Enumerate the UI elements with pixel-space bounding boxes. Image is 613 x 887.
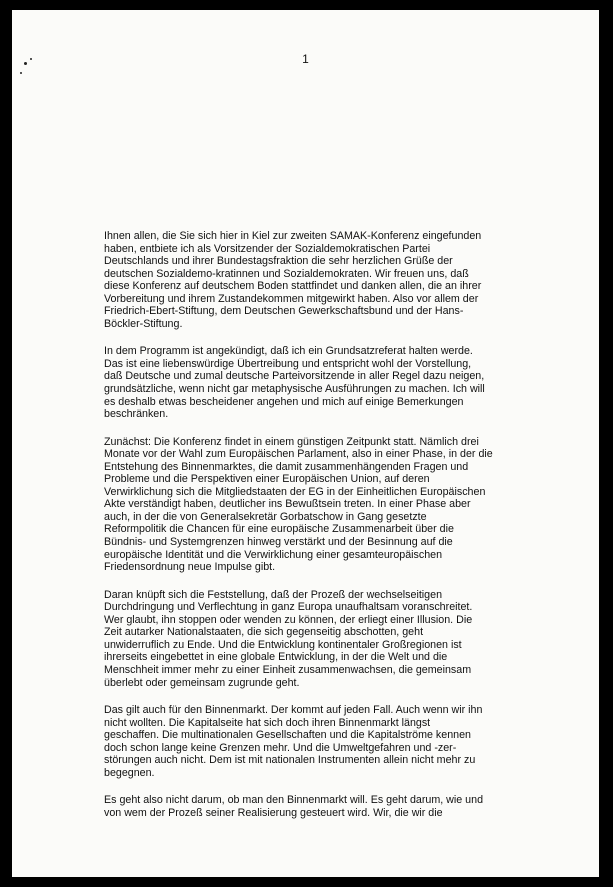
text-line: Menschheit immer mehr zu einer Einheit zusammenwachsen, die gemeinsam [104, 663, 472, 676]
text-line: deutschen Sozialdemo-kratinnen und Sozialdemokraten. Wir freuen uns, daß [104, 267, 469, 280]
text-line: Es geht also nicht darum, ob man den Binnenmarkt will. Es geht darum, wie und [104, 794, 484, 807]
text-line: begegnen. [104, 766, 155, 779]
text-line: europäische Identität und die Verwirklichung einer gesamteuropäischen [104, 548, 443, 561]
text-line: Vorbereitung und ihrem Zustandekommen mitgewirkt haben. Also vor allem der [104, 292, 479, 305]
paragraph [104, 436, 550, 574]
document-page [12, 10, 599, 877]
text-line: Bündnis- und Systemgrenzen hinweg verstärkt und der Besinnung auf die [104, 536, 453, 549]
text-line: Das gilt auch für den Binnenmarkt. Der kommt auf jeden Fall. Auch wenn wir ihn [104, 704, 483, 717]
text-line: Ihnen allen, die Sie sich hier in Kiel zur zweiten SAMAK-Konferenz eingefunden [104, 230, 482, 242]
text-line: diese Konferenz auf deutschem Boden stattfindet und danken allen, die an ihrer [104, 280, 482, 293]
page-number: 1 [302, 52, 309, 66]
text-line: Monate vor der Wahl zum Europäischen Parlament, also in einer Phase, in der die [104, 448, 493, 461]
text-line: geschaffen. Die multinationalen Gesellschaften und die Kapitalströme kennen [104, 729, 471, 742]
text-line: Deutschlands und ihrer Bundestagsfraktion die sehr herzlichen Grüße der [104, 255, 453, 268]
text-line: In dem Programm ist angekündigt, daß ich ein Grundsatzreferat halten werde. [104, 345, 473, 358]
text-line: grundsätzliche, wenn nicht gar metaphysische Ausführungen zu machen. Ich will [104, 383, 485, 396]
paragraph [104, 589, 550, 689]
paragraph [104, 345, 550, 420]
text-line: ihrerseits eingebettet in eine globale Entwicklung, in der die Welt und die [104, 651, 448, 664]
text-line: Daran knüpft sich die Feststellung, daß der Prozeß der wechselseitigen [104, 588, 443, 601]
text-line: beschränken. [104, 408, 169, 421]
text-line: Friedrich-Ebert-Stiftung, dem Deutschen Gewerkschaftsbund und der Hans- [104, 305, 464, 318]
paragraph [104, 794, 550, 819]
text-line: Akte verständigt haben, deutlicher ins Bewußtsein treten. In einer Phase aber [104, 498, 471, 511]
text-line: Das ist eine liebenswürdige Übertreibung und entspricht wohl der Vorstellung, [104, 357, 472, 370]
text-line: Friedensordnung neue Impulse gibt. [104, 561, 276, 574]
text-line: Entstehung des Binnenmarktes, die damit zusammenhängenden Fragen und [104, 460, 469, 473]
text-line: Böckler-Stiftung. [104, 317, 183, 330]
text-line: auch, in der die von Generalsekretär Gorbatschow in Gang gesetzte [104, 510, 427, 523]
text-line: Zunächst: Die Konferenz findet in einem günstigen Zeitpunkt statt. Nämlich drei [104, 435, 479, 448]
text-line: Verwirklichung sich die Mitgliedstaaten der EG in der Einheitlichen Europäischen [104, 485, 486, 498]
text-line: daß Deutsche und zumal deutsche Parteivorsitzende in aller Regel dazu neigen, [104, 370, 485, 383]
text-line: haben, entbiete ich als Vorsitzender der Sozialdemokratischen Partei [104, 242, 431, 255]
paragraph [104, 230, 550, 330]
text-line: von wem der Prozeß seiner Realisierung gesteuert wird. Wir, die wir die [104, 806, 443, 819]
paragraph [104, 704, 550, 779]
text-line: Zeit autarker Nationalstaaten, die sich gegenseitig abschotten, geht [104, 626, 424, 639]
scan-speck [20, 72, 22, 74]
text-line: Probleme und die Perspektiven einer Europäischen Union, auf deren [104, 473, 430, 486]
text-line: Reformpolitik die Chancen für eine europäische Zusammenarbeit über die [104, 523, 454, 536]
text-line: Wer glaubt, ihn stoppen oder wenden zu können, der erliegt einer Illusion. Die [104, 613, 473, 626]
document-body [104, 230, 550, 834]
text-line: überlebt oder gemeinsam zugrunde geht. [104, 676, 300, 689]
text-line: nicht wollten. Die Kapitalseite hat sich doch ihren Binnenmarkt längst [104, 716, 431, 729]
text-line: störungen auch nicht. Dem ist mit nationalen Instrumenten allein nicht mehr zu [104, 754, 476, 767]
text-line: Durchdringung und Verflechtung in ganz Europa unaufhaltsam voranschreitet. [104, 601, 473, 614]
text-line: unwiderruflich zu Ende. Und die Entwicklung kontinentaler Großregionen ist [104, 638, 462, 651]
text-line: doch schon lange keine Grenzen mehr. Und die Umweltgefahren und -zer- [104, 741, 457, 754]
text-line: es deshalb etwas bescheidener angehen und mich auf einige Bemerkungen [104, 395, 464, 408]
